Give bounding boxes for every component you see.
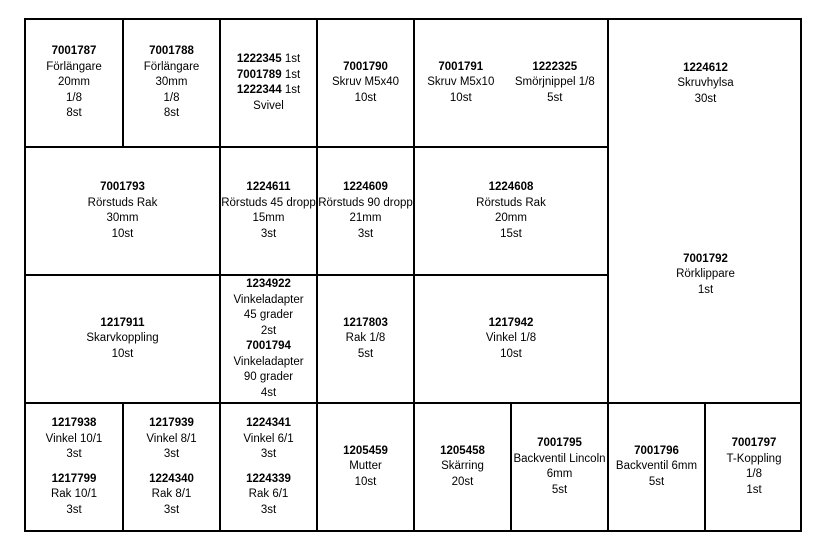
part-name: Rak 10/1 bbox=[50, 488, 98, 500]
part-angle: 45 grader bbox=[243, 309, 294, 321]
part-name: Rak 6/1 bbox=[248, 488, 289, 500]
cell-1224609 bbox=[318, 148, 415, 276]
cell-1205458 bbox=[415, 404, 512, 530]
part-number: 1217803 bbox=[343, 316, 388, 329]
part-name: Rörstuds Rak bbox=[87, 196, 158, 209]
sub-7001791 bbox=[427, 60, 494, 107]
cell-7001787 bbox=[26, 20, 124, 148]
cell-7001788 bbox=[124, 20, 221, 148]
part-qty: 30st bbox=[694, 92, 717, 105]
part-qty: 3st bbox=[66, 503, 82, 516]
part-number: 1224341 bbox=[246, 417, 291, 429]
cell-1217939-1224340 bbox=[124, 404, 221, 530]
part-number: 1217942 bbox=[488, 316, 534, 329]
cell-1205459 bbox=[318, 404, 415, 530]
part-name: Vinkeladapter bbox=[233, 355, 304, 368]
part-qty: 1st bbox=[697, 283, 714, 296]
part-name: Rörstuds 45 dropp bbox=[221, 196, 316, 209]
part-name: Vinkel 6/1 bbox=[243, 432, 294, 445]
part-name: Skarvkoppling bbox=[86, 332, 159, 345]
part-qty: 3st bbox=[260, 448, 277, 460]
part-name: Rörstuds 90 dropp bbox=[318, 196, 413, 209]
part-qty: 10st bbox=[500, 347, 522, 360]
part-number: 1222325 bbox=[532, 60, 578, 73]
part-qty: 3st bbox=[163, 448, 180, 460]
cell-svivel bbox=[221, 20, 318, 148]
part-qty: 10st bbox=[354, 91, 377, 104]
part-name: Förlängare bbox=[46, 60, 102, 73]
code-line-1: 1222345 1st bbox=[236, 53, 301, 65]
part-thread: 1/8 bbox=[746, 468, 762, 480]
part-qty: 5st bbox=[357, 347, 374, 360]
cell-1217911 bbox=[26, 276, 221, 404]
part-name: Vinkeladapter bbox=[233, 293, 304, 306]
part-number: 7001792 bbox=[683, 252, 728, 265]
part-number: 1224612 bbox=[683, 61, 728, 74]
part-number: 1224340 bbox=[149, 472, 194, 485]
part-name: Skärring bbox=[441, 460, 484, 473]
part-size: 30mm bbox=[106, 212, 139, 224]
part-name: Backventil Lincoln bbox=[513, 452, 606, 465]
part-qty: 1st bbox=[746, 483, 762, 496]
part-number: 7001790 bbox=[343, 60, 388, 73]
part-name: Skruv M5x40 bbox=[331, 76, 400, 89]
part-size: 6mm bbox=[546, 468, 573, 480]
part-qty: 3st bbox=[357, 227, 374, 240]
cell-1224341-1224339 bbox=[221, 404, 318, 530]
part-qty: 10st bbox=[111, 227, 134, 240]
part-qty: 3st bbox=[163, 503, 180, 516]
cell-7001791-1222325 bbox=[415, 20, 609, 148]
part-qty: 5st bbox=[551, 483, 568, 496]
part-qty: 20st bbox=[451, 475, 474, 488]
part-qty: 3st bbox=[260, 227, 277, 240]
part-number: 1217799 bbox=[51, 472, 97, 485]
part-number: 1224609 bbox=[343, 181, 388, 193]
part-number: 7001788 bbox=[149, 45, 194, 58]
part-number: 1205458 bbox=[440, 444, 485, 457]
part-number: 7001787 bbox=[51, 45, 97, 58]
part-qty: 3st bbox=[260, 503, 277, 516]
cell-1217803 bbox=[318, 276, 415, 404]
cell-7001793 bbox=[26, 148, 221, 276]
code-line-2: 7001789 1st bbox=[236, 68, 301, 81]
part-name: Vinkel 10/1 bbox=[45, 432, 103, 445]
cell-7001796 bbox=[609, 404, 706, 530]
cell-1224612 bbox=[609, 20, 802, 148]
part-name: Mutter bbox=[349, 460, 382, 473]
cell-1224608 bbox=[415, 148, 609, 276]
part-number: 1234922 bbox=[246, 278, 291, 290]
part-size: 20mm bbox=[58, 76, 90, 89]
part-qty: 5st bbox=[648, 475, 665, 488]
part-number: 1217939 bbox=[149, 417, 194, 429]
part-qty: 10st bbox=[111, 347, 134, 360]
part-name: Förlängare bbox=[143, 60, 200, 73]
sub-1222325 bbox=[515, 60, 595, 107]
part-size: 15mm bbox=[252, 212, 285, 224]
part-thread: 1/8 bbox=[66, 91, 82, 104]
cell-7001795 bbox=[512, 404, 609, 530]
part-name: T-Koppling bbox=[726, 452, 782, 465]
code-line-3: 1222344 1st bbox=[236, 84, 301, 96]
part-name: Rak 1/8 bbox=[345, 332, 386, 345]
cell-1217938-1217799 bbox=[26, 404, 124, 530]
part-name: Rörklippare bbox=[676, 268, 735, 281]
part-qty: 8st bbox=[163, 107, 180, 120]
part-name: Backventil 6mm bbox=[615, 460, 698, 473]
part-number: 7001796 bbox=[634, 444, 679, 457]
cell-7001790 bbox=[318, 20, 415, 148]
part-qty: 5st bbox=[547, 91, 563, 104]
part-name: Svivel bbox=[253, 99, 284, 112]
part-qty: 15st bbox=[500, 227, 522, 240]
part-number: 1217938 bbox=[51, 417, 97, 429]
part-name: Rak 8/1 bbox=[151, 488, 192, 500]
part-qty: 8st bbox=[66, 107, 82, 120]
part-number: 7001795 bbox=[537, 437, 582, 449]
part-angle: 90 grader bbox=[243, 371, 294, 383]
part-qty: 3st bbox=[66, 448, 82, 460]
part-number: 1224339 bbox=[246, 472, 291, 485]
part-name: Vinkel 1/8 bbox=[485, 332, 537, 345]
part-qty: 2st bbox=[260, 324, 277, 337]
part-number: 1224608 bbox=[488, 181, 534, 193]
part-name: Rörstuds Rak bbox=[476, 196, 546, 209]
part-size: 30mm bbox=[155, 76, 188, 89]
part-name: Vinkel 8/1 bbox=[146, 432, 197, 445]
cell-7001792 bbox=[609, 148, 802, 404]
cell-vinkeladapter bbox=[221, 276, 318, 404]
inventory-grid bbox=[24, 18, 802, 532]
part-number: 1224611 bbox=[246, 181, 291, 193]
part-qty: 10st bbox=[449, 91, 472, 104]
part-qty: 10st bbox=[354, 475, 377, 488]
part-number: 7001791 bbox=[438, 60, 484, 73]
cell-1217942 bbox=[415, 276, 609, 404]
part-qty: 4st bbox=[260, 386, 277, 399]
part-number: 7001797 bbox=[731, 437, 777, 449]
part-number: 1205459 bbox=[343, 444, 388, 457]
cell-1224611 bbox=[221, 148, 318, 276]
cell-7001797 bbox=[706, 404, 802, 530]
part-size: 21mm bbox=[349, 212, 382, 224]
part-number: 7001794 bbox=[246, 340, 291, 352]
part-size: 20mm bbox=[495, 212, 527, 224]
part-thread: 1/8 bbox=[163, 91, 180, 104]
part-name: Smörjnippel 1/8 bbox=[514, 76, 595, 89]
part-name: Skruvhylsa bbox=[677, 77, 734, 90]
part-number: 1217911 bbox=[100, 316, 145, 329]
part-name: Skruv M5x10 bbox=[427, 76, 495, 89]
part-number: 7001793 bbox=[100, 181, 145, 193]
